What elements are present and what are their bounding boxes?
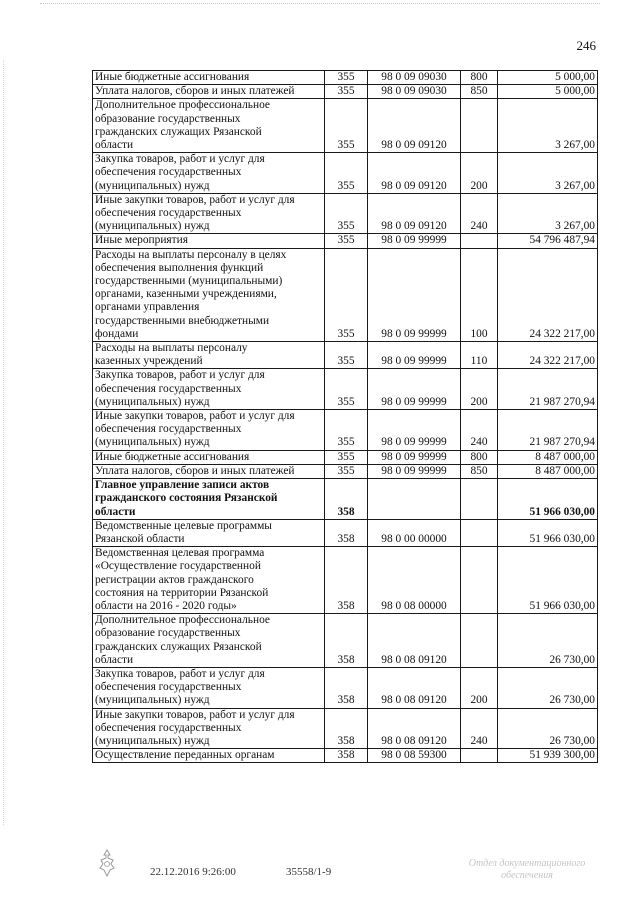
row-csr: 98 0 08 09120 — [368, 614, 461, 668]
row-csr: 98 0 08 09120 — [368, 667, 461, 708]
row-amount: 3 267,00 — [498, 99, 598, 153]
row-code: 355 — [325, 234, 368, 248]
row-code: 355 — [325, 193, 368, 234]
row-vr: 240 — [461, 193, 498, 234]
table-row — [93, 667, 598, 708]
row-vr: 800 — [461, 71, 498, 85]
row-vr: 110 — [461, 342, 498, 369]
row-amount: 51 966 030,00 — [498, 519, 598, 546]
row-code: 358 — [325, 547, 368, 614]
row-amount: 5 000,00 — [498, 71, 598, 85]
row-amount: 5 000,00 — [498, 85, 598, 99]
row-csr: 98 0 00 00000 — [368, 519, 461, 546]
table-row — [93, 479, 598, 520]
row-code: 358 — [325, 749, 368, 763]
row-csr: 98 0 08 00000 — [368, 547, 461, 614]
table-row — [93, 519, 598, 546]
row-csr: 98 0 09 99999 — [368, 450, 461, 464]
row-csr: 98 0 08 09120 — [368, 708, 461, 749]
footer-doc-number: 35558/1-9 — [286, 866, 332, 878]
row-csr: 98 0 09 99999 — [368, 464, 461, 478]
row-name: Осуществление переданных органам — [93, 749, 325, 763]
row-amount: 26 730,00 — [498, 667, 598, 708]
row-code: 355 — [325, 71, 368, 85]
row-name: Иные мероприятия — [93, 234, 325, 248]
row-code: 355 — [325, 99, 368, 153]
row-name: Ведомственная целевая программа «Осуществление государственной регистрации актов гражданского состояния на территории Рязанской области на 2016 - 2020 годы» — [93, 547, 325, 614]
row-code: 358 — [325, 667, 368, 708]
coat-of-arms-icon — [96, 848, 118, 883]
row-vr — [461, 234, 498, 248]
row-code: 355 — [325, 464, 368, 478]
row-csr: 98 0 09 09030 — [368, 71, 461, 85]
table-row — [93, 342, 598, 369]
row-vr: 200 — [461, 369, 498, 410]
table-row — [93, 248, 598, 341]
row-name: Главное управление записи актов гражданского состояния Рязанской области — [93, 479, 325, 520]
row-name: Дополнительное профессиональное образование государственных гражданских служащих Рязанской области — [93, 614, 325, 668]
table-row — [93, 99, 598, 153]
table-row — [93, 410, 598, 451]
table-row — [93, 369, 598, 410]
row-vr: 240 — [461, 410, 498, 451]
row-code: 355 — [325, 410, 368, 451]
row-csr: 98 0 09 99999 — [368, 234, 461, 248]
row-csr: 98 0 09 99999 — [368, 369, 461, 410]
table-row — [93, 193, 598, 234]
row-vr — [461, 547, 498, 614]
row-amount: 26 730,00 — [498, 614, 598, 668]
row-name: Закупка товаров, работ и услуг для обеспечения государственных (муниципальных) нужд — [93, 369, 325, 410]
row-code: 358 — [325, 479, 368, 520]
row-code: 358 — [325, 519, 368, 546]
row-name: Расходы на выплаты персоналу в целях обеспечения выполнения функций государственными (муниципальными) органами, казенными учреждениями, органами управления государственными внебюджетными фондами — [93, 248, 325, 341]
stamp-line-2: обеспечения — [501, 870, 553, 881]
row-vr — [461, 99, 498, 153]
footer-date: 22.12.2016 9:26:00 — [150, 866, 236, 878]
row-csr: 98 0 09 09030 — [368, 85, 461, 99]
row-name: Иные закупки товаров, работ и услуг для обеспечения государственных (муниципальных) нужд — [93, 193, 325, 234]
row-name: Иные закупки товаров, работ и услуг для обеспечения государственных (муниципальных) нужд — [93, 410, 325, 451]
row-vr — [461, 749, 498, 763]
row-csr: 98 0 09 09120 — [368, 99, 461, 153]
table-row — [93, 234, 598, 248]
row-vr — [461, 614, 498, 668]
row-vr: 100 — [461, 248, 498, 341]
row-amount: 21 987 270,94 — [498, 369, 598, 410]
row-csr: 98 0 09 09120 — [368, 193, 461, 234]
row-csr: 98 0 08 59300 — [368, 749, 461, 763]
budget-table-body — [93, 71, 598, 763]
table-row — [93, 450, 598, 464]
row-csr: 98 0 09 99999 — [368, 248, 461, 341]
row-code: 355 — [325, 85, 368, 99]
row-vr — [461, 479, 498, 520]
row-code: 355 — [325, 248, 368, 341]
row-amount: 21 987 270,94 — [498, 410, 598, 451]
row-amount: 3 267,00 — [498, 193, 598, 234]
table-row — [93, 85, 598, 99]
row-amount: 8 487 000,00 — [498, 450, 598, 464]
department-stamp — [452, 858, 602, 882]
table-row — [93, 614, 598, 668]
row-vr: 850 — [461, 85, 498, 99]
row-name: Расходы на выплаты персоналу казенных учреждений — [93, 342, 325, 369]
table-row — [93, 708, 598, 749]
row-vr: 800 — [461, 450, 498, 464]
scan-top-edge — [40, 3, 600, 4]
table-row — [93, 547, 598, 614]
row-amount: 8 487 000,00 — [498, 464, 598, 478]
row-name: Уплата налогов, сборов и иных платежей — [93, 85, 325, 99]
row-code: 355 — [325, 153, 368, 194]
page-number: 246 — [576, 38, 596, 53]
row-amount: 26 730,00 — [498, 708, 598, 749]
row-amount: 51 966 030,00 — [498, 479, 598, 520]
row-code: 355 — [325, 342, 368, 369]
row-vr — [461, 519, 498, 546]
row-amount: 24 322 217,00 — [498, 248, 598, 341]
row-amount: 54 796 487,94 — [498, 234, 598, 248]
row-name: Уплата налогов, сборов и иных платежей — [93, 464, 325, 478]
row-code: 358 — [325, 614, 368, 668]
table-row — [93, 71, 598, 85]
table-row — [93, 749, 598, 763]
row-vr: 850 — [461, 464, 498, 478]
budget-table — [92, 70, 598, 763]
table-row — [93, 464, 598, 478]
row-amount: 24 322 217,00 — [498, 342, 598, 369]
row-csr: 98 0 09 99999 — [368, 342, 461, 369]
row-name: Дополнительное профессиональное образование государственных гражданских служащих Рязанской области — [93, 99, 325, 153]
row-code: 355 — [325, 450, 368, 464]
row-csr: 98 0 09 09120 — [368, 153, 461, 194]
row-amount: 51 966 030,00 — [498, 547, 598, 614]
row-amount: 51 939 300,00 — [498, 749, 598, 763]
stamp-line-1: Отдел документационного — [468, 858, 586, 869]
row-code: 358 — [325, 708, 368, 749]
row-csr: 98 0 09 99999 — [368, 410, 461, 451]
row-vr: 200 — [461, 667, 498, 708]
row-vr: 200 — [461, 153, 498, 194]
row-name: Закупка товаров, работ и услуг для обеспечения государственных (муниципальных) нужд — [93, 153, 325, 194]
row-csr — [368, 479, 461, 520]
row-amount: 3 267,00 — [498, 153, 598, 194]
row-name: Иные бюджетные ассигнования — [93, 450, 325, 464]
row-name: Иные закупки товаров, работ и услуг для обеспечения государственных (муниципальных) нужд — [93, 708, 325, 749]
table-row — [93, 153, 598, 194]
row-name: Иные бюджетные ассигнования — [93, 71, 325, 85]
row-name: Закупка товаров, работ и услуг для обеспечения государственных (муниципальных) нужд — [93, 667, 325, 708]
row-vr: 240 — [461, 708, 498, 749]
row-code: 355 — [325, 369, 368, 410]
scan-left-edge — [3, 60, 4, 825]
row-name: Ведомственные целевые программы Рязанской области — [93, 519, 325, 546]
